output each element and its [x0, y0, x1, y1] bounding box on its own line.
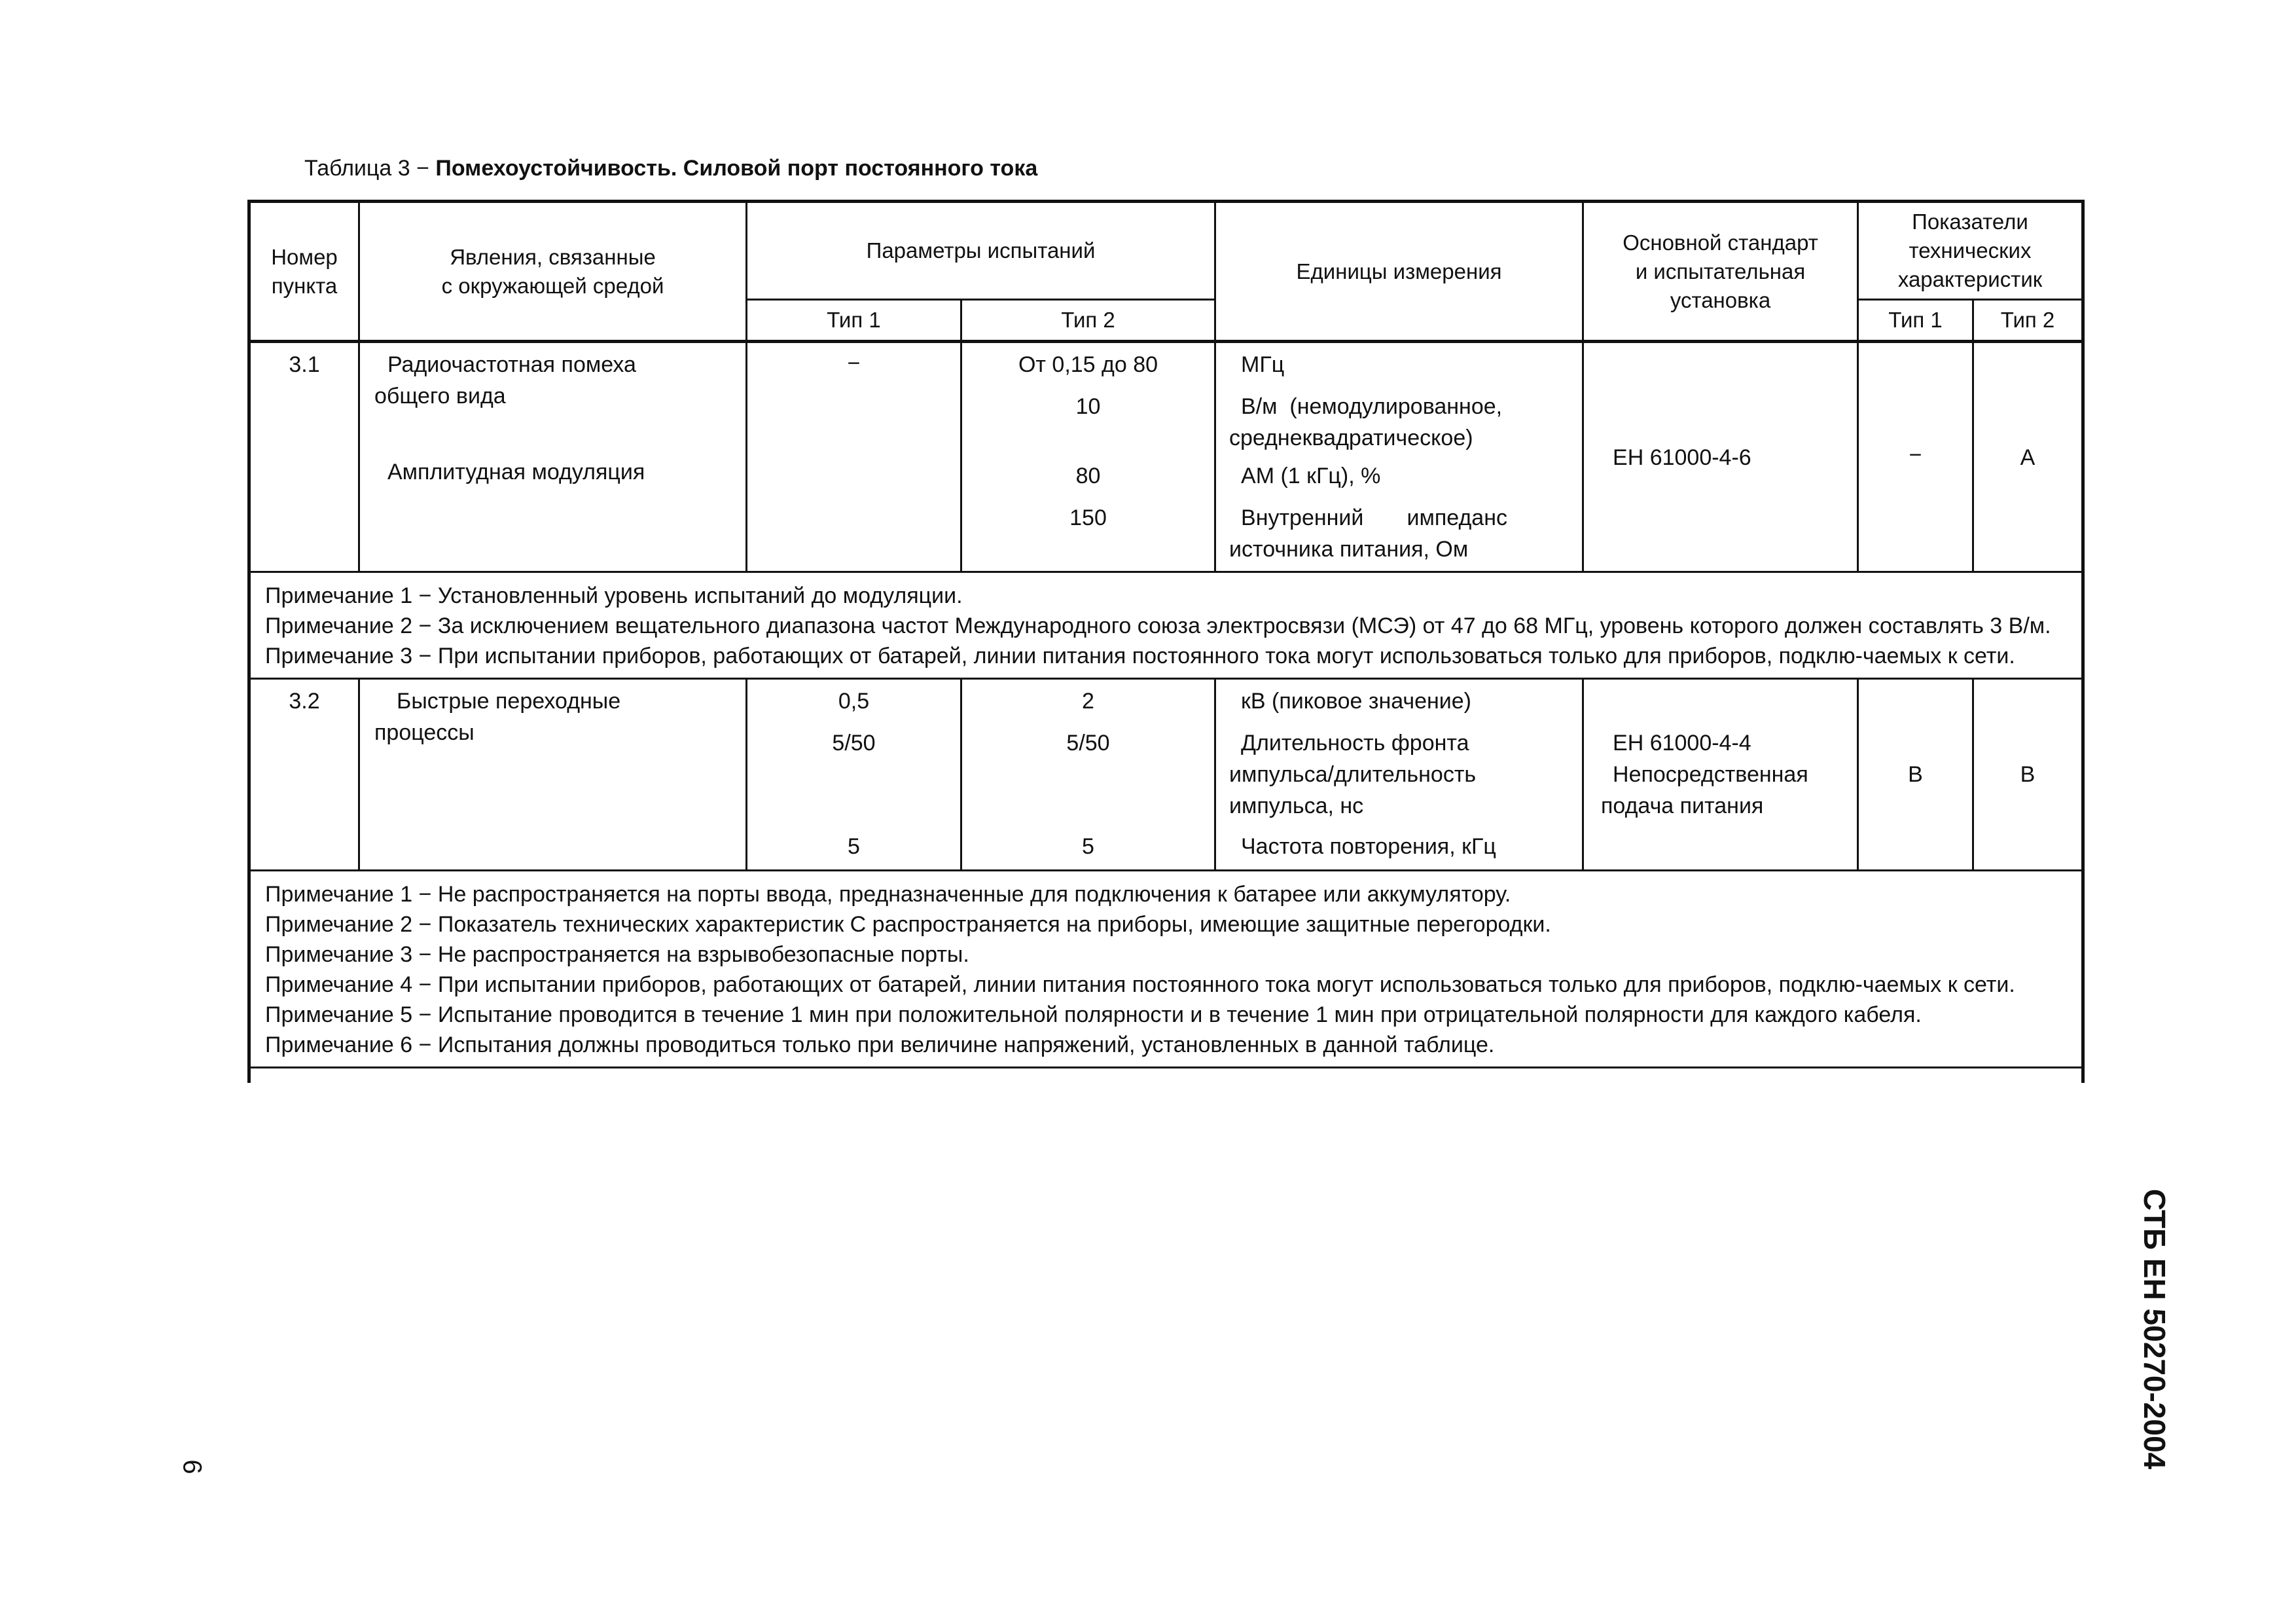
table-continuation-cell [249, 1068, 2083, 1084]
row1-type2-4: 150 [1069, 505, 1107, 530]
row2-unit-1: кВ (пиковое значение) [1241, 689, 1472, 714]
row2-phenomenon-2: процессы [374, 720, 475, 745]
note-2-3: Примечание 3 − Не распространяется на взрывобезопасные порты. [265, 942, 969, 967]
header-perf-type1: Тип 1 [1858, 300, 1973, 342]
header-perf-type2: Тип 2 [1973, 300, 2083, 342]
row2-unit-2a: Длительность фронта [1241, 731, 1469, 756]
row1-standard-cell [1583, 342, 1858, 572]
row2-type1-cell [747, 679, 961, 871]
row1-number-cell [249, 342, 359, 572]
row2-standard-cell [1583, 679, 1858, 871]
row2-perf-type2-cell [1973, 679, 2083, 871]
table-row [249, 679, 2083, 871]
header-type1: Тип 1 [747, 300, 961, 342]
row1-type1: − [847, 351, 861, 376]
row1-type2-2: 10 [1075, 394, 1101, 419]
row1-phenomenon-cell [359, 342, 747, 572]
row2-phenomenon-cell [359, 679, 747, 871]
immunity-table [247, 200, 2085, 1083]
header-performance: Показатели технических характеристик [1858, 202, 2083, 300]
row1-unit-4b: источника питания, Ом [1229, 537, 1469, 562]
row2-type2-2: 5/50 [1066, 731, 1110, 756]
row2-standard-2: Непосредственная [1613, 762, 1808, 787]
row2-type1-1: 0,5 [838, 689, 870, 714]
row1-unit-4a: Внутренний импеданс [1241, 505, 1507, 530]
row2-perf-type1-cell [1858, 679, 1973, 871]
header-row [249, 202, 2083, 300]
row2-number-cell [249, 679, 359, 871]
table-caption [304, 156, 1037, 181]
row1-unit-3: АМ (1 кГц), % [1241, 464, 1381, 488]
row1-perf-type1: − [1909, 443, 1922, 467]
notes-block-2 [249, 871, 2083, 1068]
row1-phenomenon-1: Радиочастотная помеха [387, 352, 636, 377]
row2-units-cell [1215, 679, 1583, 871]
notes-row-2 [249, 871, 2083, 1068]
note-2-2: Примечание 2 − Показатель технических характеристик С распространяется на приборы, имеющие защитные перегородки. [265, 912, 1551, 937]
row1-type2-3: 80 [1075, 464, 1101, 488]
row1-phenomenon-2: общего вида [374, 384, 506, 409]
note-1-3: Примечание 3 − При испытании приборов, работающих от батарей, линии питания постоянного тока могут использоваться только для приборов, подклю-чаемых к сети. [265, 644, 2015, 668]
row2-phenomenon-1: Быстрые переходные [397, 689, 621, 714]
note-1-2: Примечание 2 − За исключением вещательного диапазона частот Международного союза электросвязи (МСЭ) от 47 до 68 МГц, уровень которого должен составлять 3 В/м. [265, 613, 2051, 638]
row2-unit-3: Частота повторения, кГц [1241, 834, 1496, 859]
row2-standard-1: ЕН 61000-4-4 [1613, 731, 1751, 756]
row1-type2-cell [961, 342, 1215, 572]
row2-type1-3: 5 [848, 834, 860, 859]
row1-perf-type2-cell [1973, 342, 2083, 572]
notes-block-1 [249, 572, 2083, 679]
caption-prefix: Таблица 3 − [304, 156, 436, 181]
row2-type2-cell [961, 679, 1215, 871]
document-code-text: СТБ ЕН 50270-2004 [2138, 1188, 2172, 1470]
table-row [249, 342, 2083, 572]
notes-row-1 [249, 572, 2083, 679]
header-units: Единицы измерения [1215, 202, 1583, 342]
row2-number: 3.2 [289, 689, 320, 714]
row1-standard: ЕН 61000-4-6 [1613, 445, 1751, 470]
row1-phenomenon-3: Амплитудная модуляция [387, 460, 645, 484]
header-standard: Основной стандарт и испытательная установка [1583, 202, 1858, 342]
note-2-4: Примечание 4 − При испытании приборов, работающих от батарей, линии питания постоянного тока могут использоваться только для приборов, подклю-чаемых к сети. [265, 972, 2015, 997]
document-code [2135, 1178, 2174, 1480]
header-phenomena: Явления, связанные с окружающей средой [359, 202, 747, 342]
row1-unit-2b: среднеквадратическое) [1229, 426, 1473, 450]
row2-perf-type2: В [2020, 762, 2036, 787]
note-2-5: Примечание 5 − Испытание проводится в течение 1 мин при положительной полярности и в течение 1 мин при отрицательной полярности для каждого кабеля. [265, 1002, 1922, 1027]
row1-units-cell [1215, 342, 1583, 572]
row2-type1-2: 5/50 [832, 731, 876, 756]
row1-type1-cell [747, 342, 961, 572]
note-2-6: Примечание 6 − Испытания должны проводиться только при величине напряжений, установленных в данной таблице. [265, 1032, 1495, 1057]
row1-perf-type2: А [2020, 445, 2036, 470]
page-number-text: 6 [177, 1459, 207, 1474]
row1-perf-type1-cell [1858, 342, 1973, 572]
row2-unit-2c: импульса, нс [1229, 793, 1364, 818]
header-type2: Тип 2 [961, 300, 1215, 342]
row1-type2-1: От 0,15 до 80 [1018, 352, 1158, 377]
header-test-params: Параметры испытаний [747, 202, 1215, 300]
header-number: Номер пункта [249, 202, 359, 342]
caption-title: Помехоустойчивость. Силовой порт постоянного тока [435, 156, 1038, 181]
row1-unit-1: МГц [1241, 352, 1285, 377]
row1-number: 3.1 [289, 352, 320, 377]
row2-unit-2b: импульса/длительность [1229, 762, 1477, 787]
page-number [175, 1447, 208, 1486]
row1-unit-2a: В/м (немодулированное, [1241, 394, 1503, 419]
row2-perf-type1: В [1908, 762, 1923, 787]
table-continuation [249, 1068, 2083, 1084]
row2-type2-1: 2 [1082, 689, 1094, 714]
row2-type2-3: 5 [1082, 834, 1094, 859]
row2-standard-3: подача питания [1601, 793, 1764, 818]
note-1-1: Примечание 1 − Установленный уровень испытаний до модуляции. [265, 583, 963, 608]
note-2-1: Примечание 1 − Не распространяется на порты ввода, предназначенные для подключения к батарее или аккумулятору. [265, 882, 1511, 907]
